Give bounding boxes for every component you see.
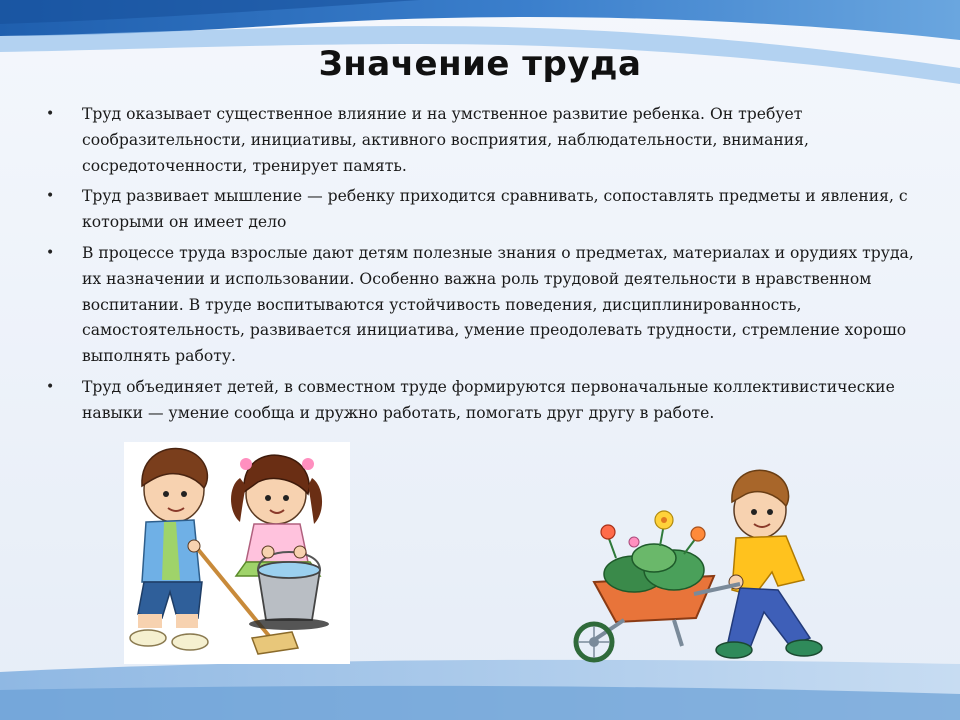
bullet-marker: • [46,188,55,205]
bullet-text: Труд объединяет детей, в совместном труде формируются первоначальные коллективистические навыки — умение сообща и дружно работать, помогать друг другу в работе. [82,377,895,422]
bullet-item [46,241,916,370]
bullet-marker: • [46,244,55,261]
wheelbarrow-illustration [564,462,864,672]
bullet-item [46,102,916,179]
children-cleaning-illustration [124,442,350,664]
bullet-item [46,184,916,236]
bullet-text: Труд развивает мышление — ребенку приходится сравнивать, сопоставлять предметы и явления, с которыми он имеет дело [82,187,908,232]
bullet-text: В процессе труда взрослые дают детям полезные знания о предметах, материалах и орудиях труда, их назначении и использовании. Особенно важна роль трудовой деятельности в нравственном воспитании. В труде воспитываются устойчивость поведения, дисциплинированность, самостоятельность, развивается инициатива, умение преодолевать трудности, стремление хорошо выполнять работу. [82,243,914,366]
children-cleaning-icon [124,442,350,664]
bullet-marker: • [46,106,55,122]
slide-title: Значение труда [318,44,642,84]
bullet-marker: • [46,378,55,395]
wheelbarrow-boy-icon [564,462,864,672]
bullet-list [46,102,916,432]
bullet-item [46,375,916,427]
bullet-text: Труд оказывает существенное влияние и на умственное развитие ребенка. Он требует сообразительности, инициативы, активного восприятия, наблюдательности, внимания, сосредоточенности, тренирует память. [82,105,809,175]
